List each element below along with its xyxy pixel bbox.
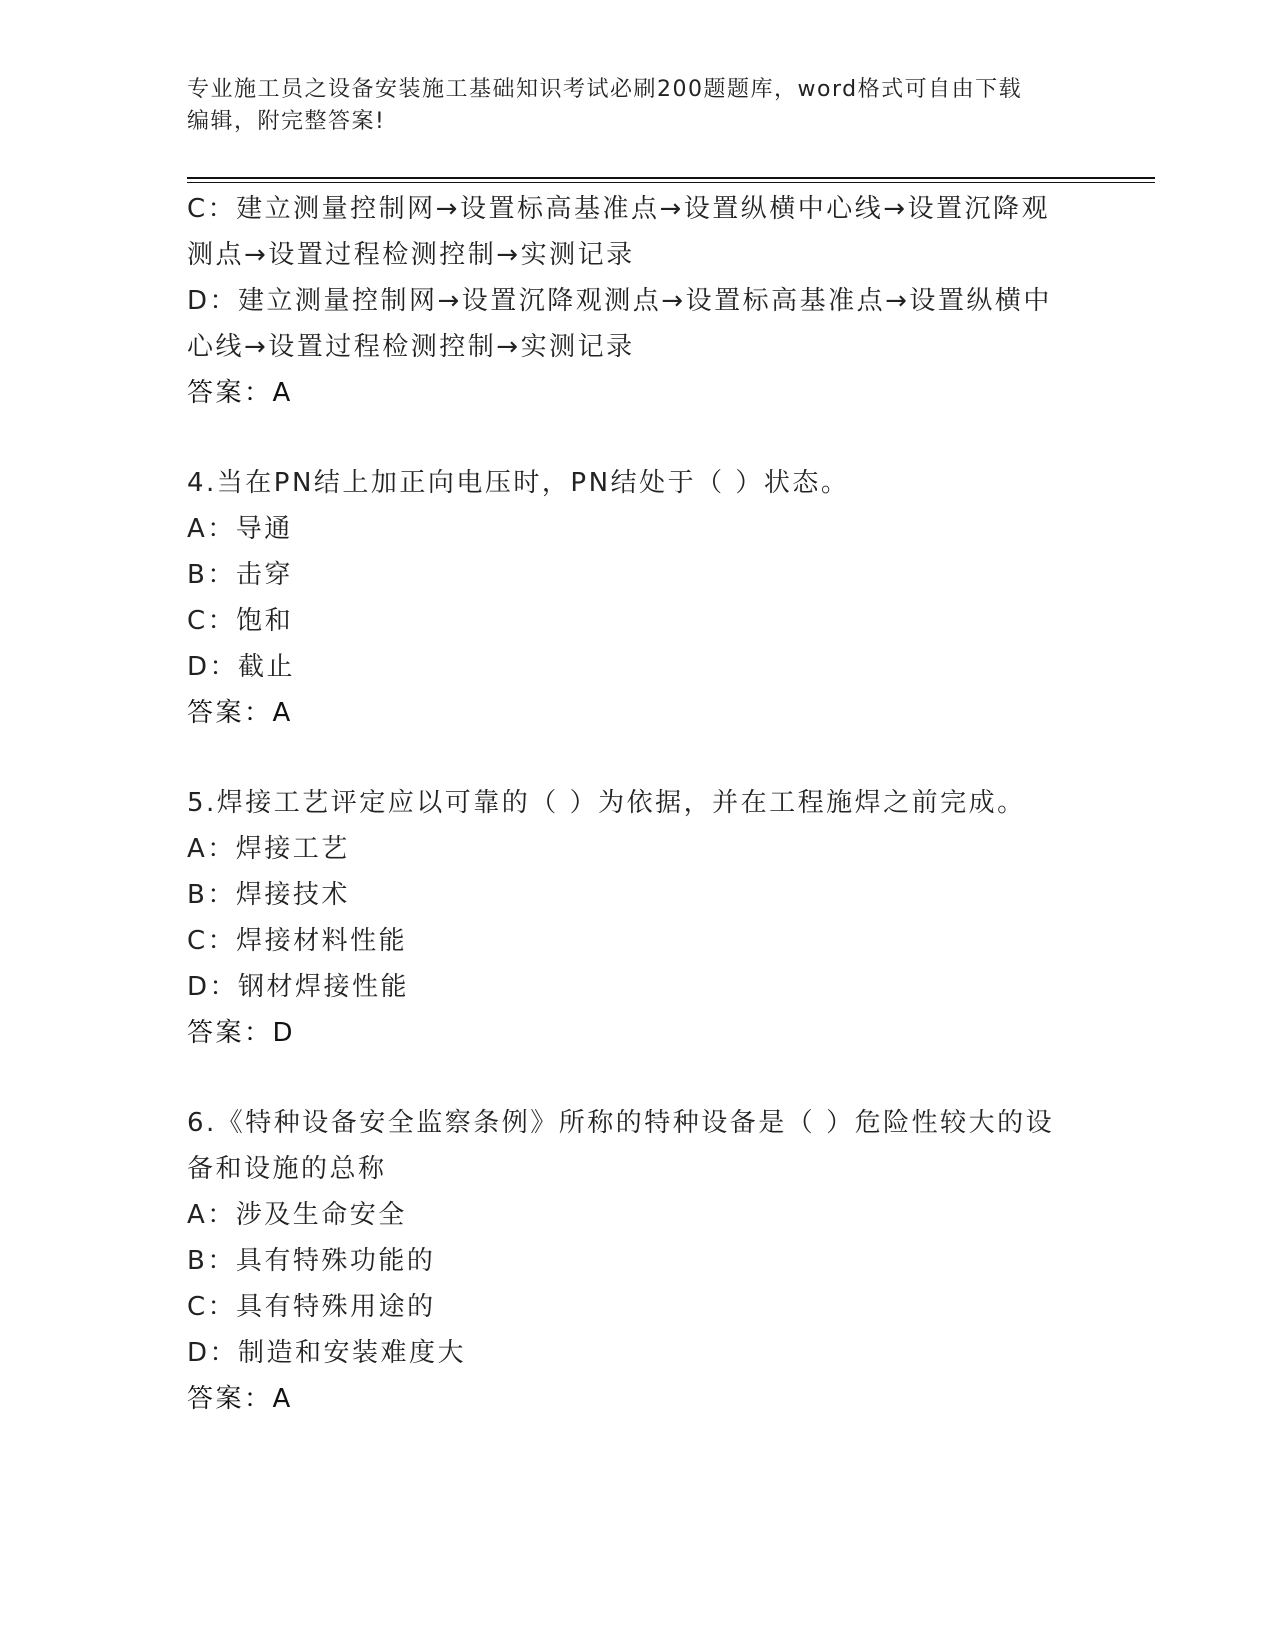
answer: 答案：A xyxy=(187,1384,293,1414)
question-list xyxy=(187,186,1087,1422)
option-d: D：截止 xyxy=(187,652,296,682)
header-divider-thick xyxy=(187,177,1155,179)
option-d-line-2: 心线→设置过程检测控制→实测记录 xyxy=(187,332,635,362)
header-line-1: 专业施工员之设备安装施工基础知识考试必刷200题题库，word格式可自由下载 xyxy=(187,77,1023,102)
header-divider-thin xyxy=(187,182,1155,183)
option-c-line-2: 测点→设置过程检测控制→实测记录 xyxy=(187,240,635,270)
question-stem-line-2: 备和设施的总称 xyxy=(187,1154,387,1184)
option-a: A：导通 xyxy=(187,514,293,544)
question-6 xyxy=(187,1100,1087,1422)
answer: 答案：A xyxy=(187,378,293,408)
option-c: C：具有特殊用途的 xyxy=(187,1292,436,1322)
question-stem: 4.当在PN结上加正向电压时，PN结处于（ ）状态。 xyxy=(187,468,850,498)
option-b: B：击穿 xyxy=(187,560,293,590)
answer: 答案：A xyxy=(187,698,293,728)
question-5 xyxy=(187,780,1087,1056)
option-b: B：焊接技术 xyxy=(187,880,350,910)
question-stem-line-1: 6.《特种设备安全监察条例》所称的特种设备是（ ）危险性较大的设 xyxy=(187,1108,1055,1138)
option-c: C：饱和 xyxy=(187,606,294,636)
answer: 答案：D xyxy=(187,1018,296,1048)
option-a: A：涉及生命安全 xyxy=(187,1200,407,1230)
option-b: B：具有特殊功能的 xyxy=(187,1246,436,1276)
option-c-line-1: C：建立测量控制网→设置标高基准点→设置纵横中心线→设置沉降观 xyxy=(187,194,1051,224)
option-d: D：制造和安装难度大 xyxy=(187,1338,467,1368)
option-d-line-1: D：建立测量控制网→设置沉降观测点→设置标高基准点→设置纵横中 xyxy=(187,286,1052,316)
option-d: D：钢材焊接性能 xyxy=(187,972,410,1002)
document-header xyxy=(187,74,1067,138)
option-a: A：焊接工艺 xyxy=(187,834,350,864)
question-stem: 5.焊接工艺评定应以可靠的（ ）为依据，并在工程施焊之前完成。 xyxy=(187,788,1026,818)
header-line-2: 编辑，附完整答案! xyxy=(187,109,386,134)
question-3-continued xyxy=(187,186,1087,416)
question-4 xyxy=(187,460,1087,736)
option-c: C：焊接材料性能 xyxy=(187,926,408,956)
